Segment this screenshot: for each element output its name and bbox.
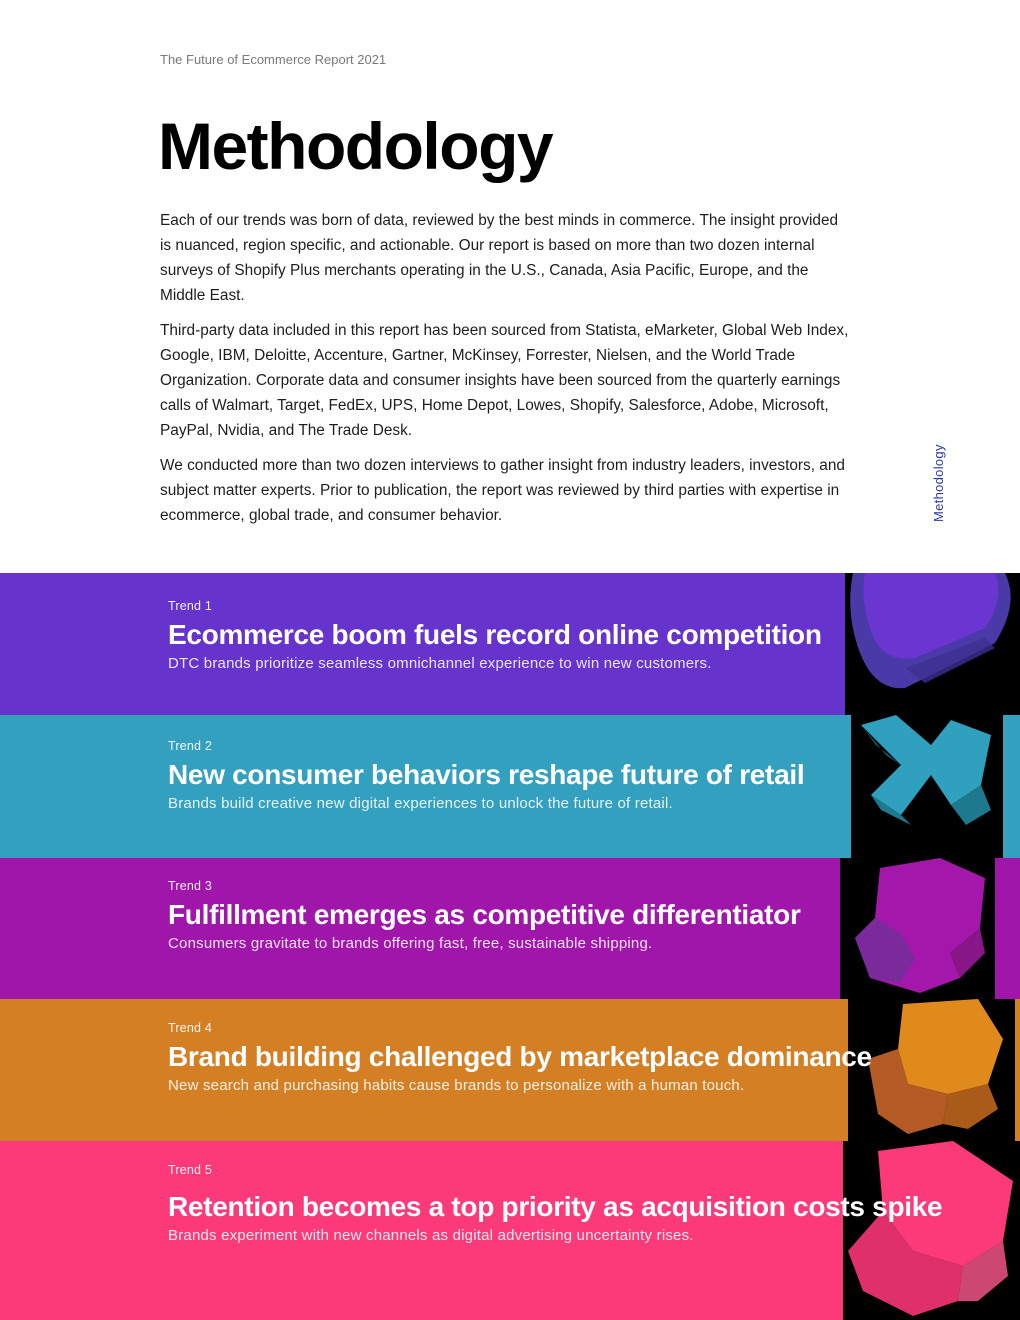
trend-band-4[interactable] xyxy=(0,999,1020,1141)
paragraph: Third-party data included in this report has been sourced from Statista, eMarketer, Global Web Index, Google, IBM, Deloitte, Accenture, Gartner, McKinsey, Forrester, Nielsen, and the World Trade Organization. Corporate data and consumer insights have been sourced from the quarterly earnings calls of Walmart, Target, FedEx, UPS, Home Depot, Lowes, Shopify, Salesforce, Adobe, Microsoft, PayPal, Nvidia, and The Trade Desk. xyxy=(160,322,849,439)
magenta-3d-shape-icon xyxy=(840,858,995,999)
trend-headline: Fulfillment emerges as competitive differentiator xyxy=(168,899,801,930)
orange-3d-shape-icon xyxy=(848,999,1015,1141)
side-section-label: Methodology xyxy=(931,444,946,522)
methodology-body xyxy=(160,208,850,538)
trend-number: Trend 4 xyxy=(168,1021,213,1035)
page-title: Methodology xyxy=(158,109,553,183)
trend-headline: Ecommerce boom fuels record online competition xyxy=(168,619,822,650)
trend-subhead: Consumers gravitate to brands offering fast, free, sustainable shipping. xyxy=(168,935,653,952)
trend-subhead: Brands experiment with new channels as digital advertising uncertainty rises. xyxy=(168,1227,694,1244)
trend-number: Trend 3 xyxy=(168,879,213,893)
trends-list xyxy=(0,573,1020,1320)
purple-3d-shape-icon xyxy=(845,573,1020,715)
trend-band-3[interactable] xyxy=(0,858,1020,999)
trend-band-5[interactable] xyxy=(0,1141,1020,1320)
paragraph: We conducted more than two dozen interviews to gather insight from industry leaders, investors, and subject matter experts. Prior to publication, the report was reviewed by third parties with expertise in ecommerce, global trade, and consumer behavior. xyxy=(160,457,845,524)
trend-subhead: Brands build creative new digital experiences to unlock the future of retail. xyxy=(168,795,673,812)
trend-number: Trend 1 xyxy=(168,599,213,613)
trend-subhead: New search and purchasing habits cause brands to personalize with a human touch. xyxy=(168,1077,745,1094)
trend-headline: Brand building challenged by marketplace dominance xyxy=(168,1041,872,1072)
trend-headline: New consumer behaviors reshape future of retail xyxy=(168,759,805,790)
teal-3d-shape-icon xyxy=(851,715,1003,858)
trend-number: Trend 5 xyxy=(168,1163,213,1177)
running-header: The Future of Ecommerce Report 2021 xyxy=(160,52,387,67)
trend-band-2[interactable] xyxy=(0,715,1020,858)
paragraph: Each of our trends was born of data, reviewed by the best minds in commerce. The insight provided is nuanced, region specific, and actionable. Our report is based on more than two dozen internal surveys of Shopify Plus merchants operating in the U.S., Canada, Asia Pacific, Europe, and the Middle East. xyxy=(160,212,839,304)
trend-headline: Retention becomes a top priority as acquisition costs spike xyxy=(168,1191,943,1222)
trend-band-1[interactable] xyxy=(0,573,1020,715)
trend-number: Trend 2 xyxy=(168,739,213,753)
trend-subhead: DTC brands prioritize seamless omnichannel experience to win new customers. xyxy=(168,655,712,672)
